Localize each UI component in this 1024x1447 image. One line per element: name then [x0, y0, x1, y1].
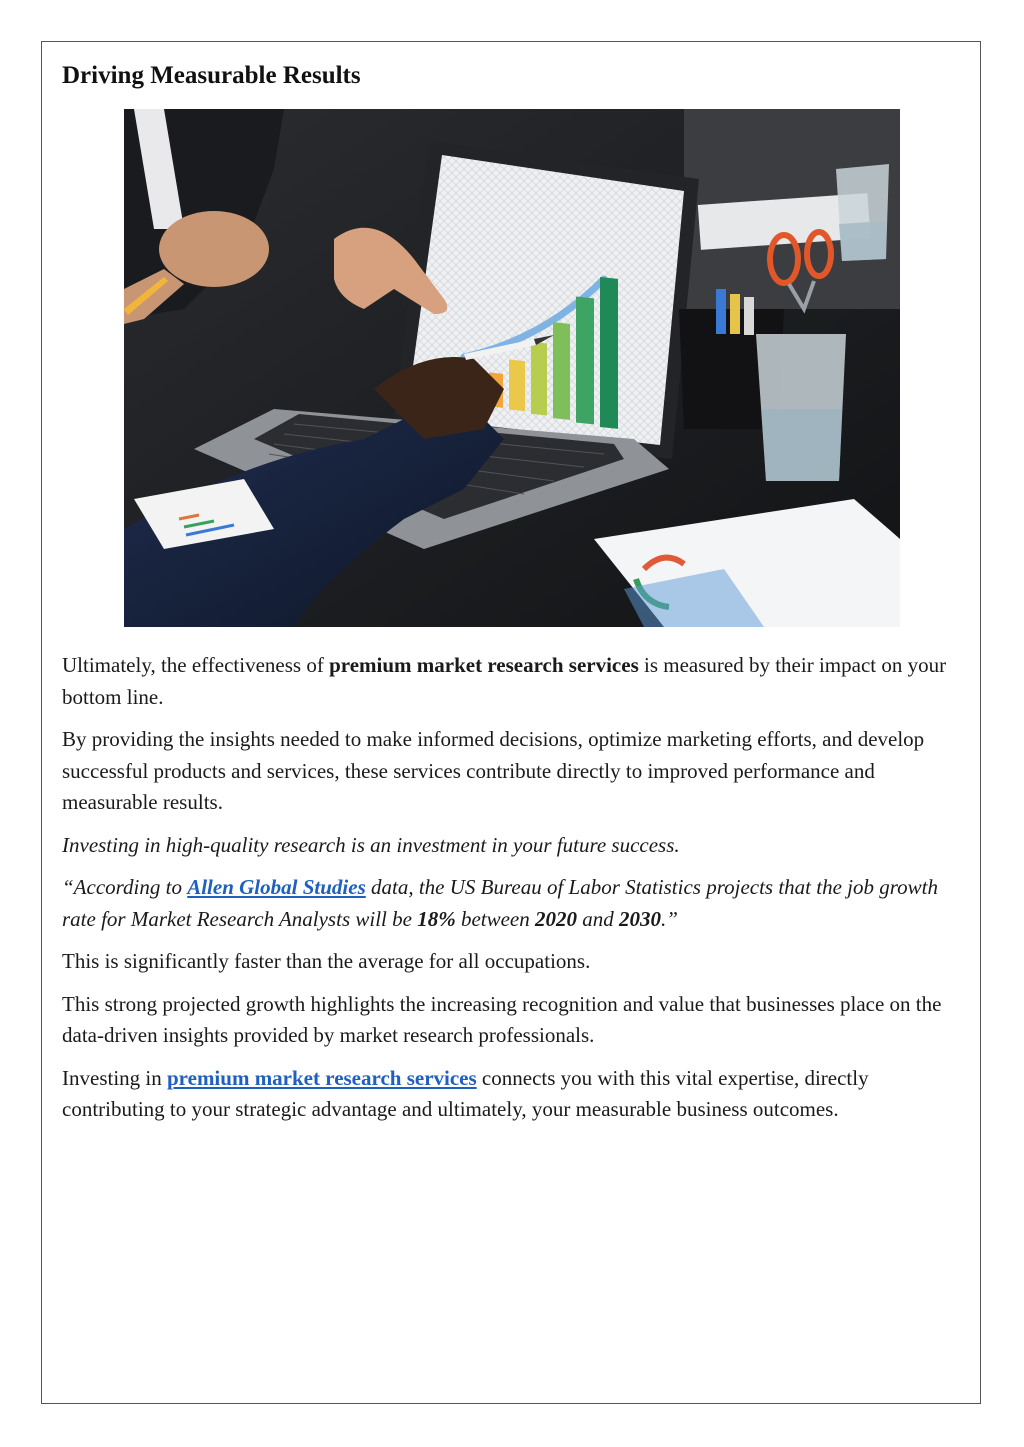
quote-year-end: 2030: [619, 906, 662, 931]
page-title: Driving Measurable Results: [62, 62, 361, 89]
business-meeting-photo: [124, 109, 900, 627]
quote-mid-text: data, the US Bureau of Labor Statistics projects that the job growth rate for Market Research Analysts will be: [62, 875, 938, 931]
paragraph-1-text-end: is measured by their impact on your bottom line.: [62, 653, 947, 709]
paragraph-1-bold-phrase: premium market research services: [329, 653, 639, 677]
paragraph-2: By providing the insights needed to make informed decisions, optimize marketing efforts, and develop successful products and services, these services contribute directly to improved performance and measurable results.: [62, 727, 925, 814]
paragraph-7-text-end: connects you with this vital expertise, directly contributing to your strategic advantage and ultimately, your measurable business outcomes.: [62, 1065, 869, 1121]
quote-close-text: .”: [661, 906, 678, 931]
paragraph-3-italic: [62, 830, 962, 862]
paragraph-7: [62, 1063, 962, 1126]
paragraph-3-text: Investing in high-quality research is an investment in your future success.: [62, 832, 680, 857]
paragraph-6: This strong projected growth highlights the increasing recognition and value that businesses place on the data-driven insights provided by market research professionals.: [62, 991, 942, 1047]
paragraph-1: [62, 650, 962, 713]
quote-and-text: and: [577, 906, 620, 931]
paragraph-7-text-start: Investing in: [62, 1065, 167, 1090]
article-body: [62, 650, 962, 1137]
premium-market-research-services-link[interactable]: premium market research services: [167, 1065, 477, 1090]
quote-open-text: “According to: [62, 875, 188, 899]
quote-year-start: 2020: [535, 906, 578, 931]
quote-paragraph: [62, 872, 962, 935]
allen-global-studies-link[interactable]: Allen Global Studies: [187, 875, 366, 899]
paragraph-1-text-start: Ultimately, the effectiveness of: [62, 653, 330, 677]
quote-between-text: between: [455, 906, 536, 931]
quote-percent: 18%: [417, 906, 456, 931]
paragraph-5: This is significantly faster than the average for all occupations.: [62, 949, 591, 973]
